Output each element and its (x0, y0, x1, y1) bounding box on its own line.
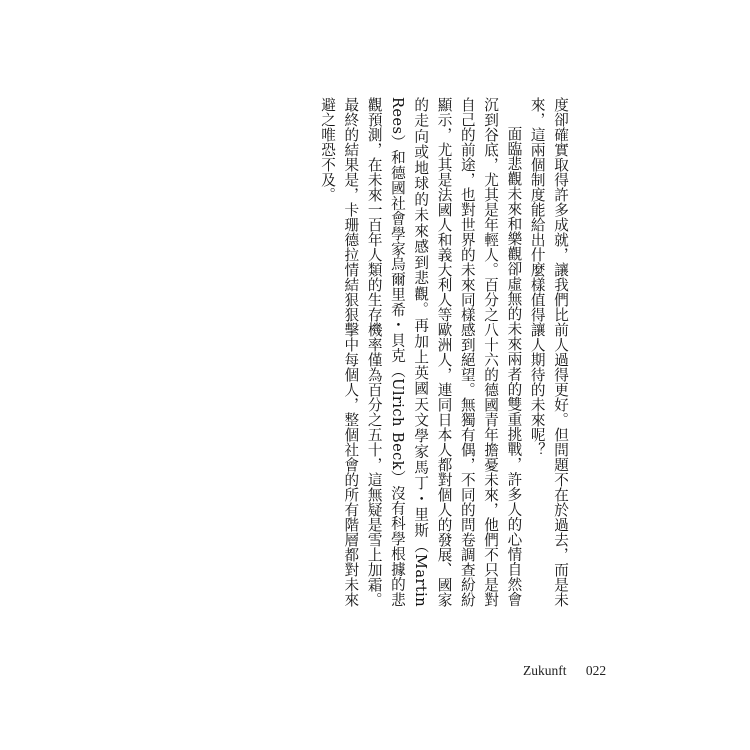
running-section-title: Zukunft (523, 663, 567, 678)
page-footer (523, 663, 606, 679)
paragraph-2: 面臨悲觀未來和樂觀卻虛無的未來兩者的雙重挑戰，許多人的心情自然會沉到谷底，尤其是年輕人。百分之八十六的德國青年擔憂未來，他們不只是對自己的前途，也對世界的未來同樣感到絕望。無獨有偶，不同的問卷調查紛紛顯示，尤其是法國人和義大利人等歐洲人，連同日本人都對個人的發展、國家的走向或地球的未來感到悲觀。再加上英國天文學家馬丁・里斯（Martin Rees）和德國社會學家烏爾里希・貝克（Ulrich Beck）沒有科學根據的悲觀預測，在未來一百年人類的生存機率僅為百分之五十，這無疑是雪上加霜。最終的結果是，卡珊德拉情結狠狠擊中每個人，整個社會的所有階層都對未來避之唯恐不及。 (319, 97, 523, 607)
paragraph-1: 度卻確實取得許多成就，讓我們比前人過得更好。但問題不在於過去，而是未來，這兩個制度能給出什麼樣值得讓人期待的未來呢？ (528, 97, 569, 607)
body-text (316, 97, 572, 607)
page-number: 022 (585, 663, 607, 678)
